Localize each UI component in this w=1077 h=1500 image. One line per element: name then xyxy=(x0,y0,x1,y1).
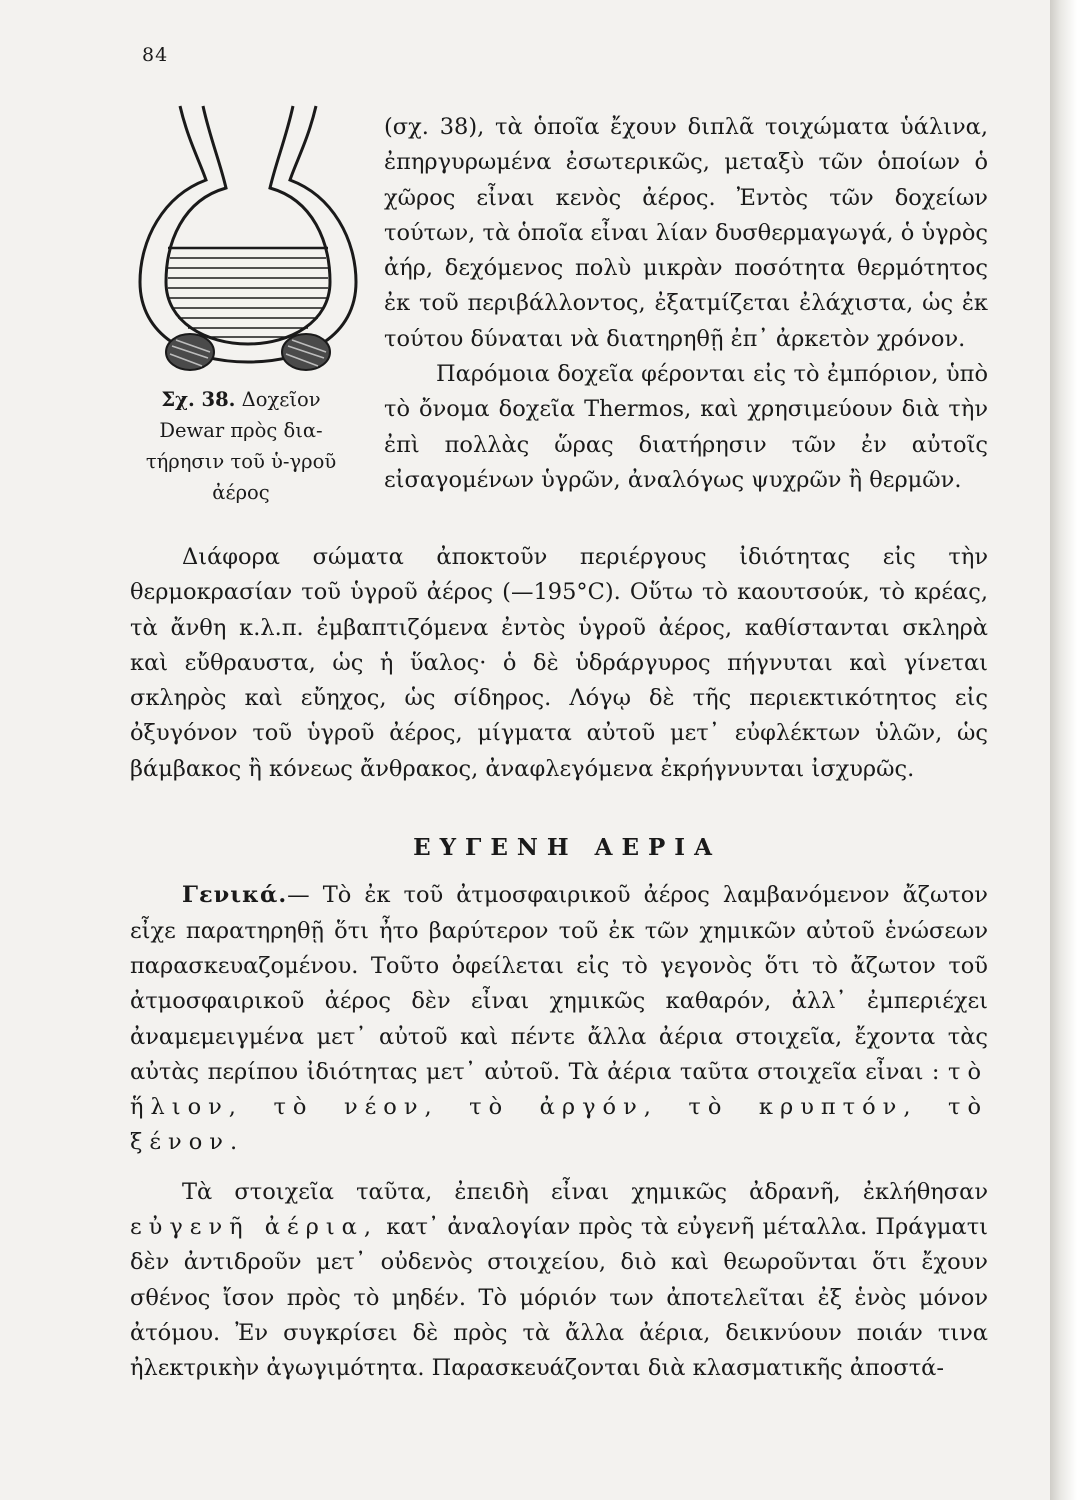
page-edge xyxy=(1050,0,1077,1500)
paragraph-noble xyxy=(130,1175,988,1387)
figure-caption-text: Δοχεῖον Dewar πρὸς δια-τήρησιν τοῦ ὑ-γροῦ ἀέρος xyxy=(145,388,337,504)
noble-text-1: Τὰ στοιχεῖα ταῦτα, ἐπειδὴ εἶναι χημικῶς ἀδρανῆ, ἐκλήθησαν xyxy=(182,1178,988,1205)
figure-number: Σχ. 38. xyxy=(161,388,236,411)
paragraph-dewar: (σχ. 38), τὰ ὁποῖα ἔχουν διπλᾶ τοιχώματα ὑάλινα, ἐπηργυρωμένα ἐσωτερικῶς, μεταξὺ τῶν ὁποίων ὁ χῶρος εἶναι κενὸς ἀέρος. Ἐντὸς τῶν δοχείων τούτων, τὰ ὁποῖα εἶναι λίαν δυσθερμαγωγά, ὁ ὑγρὸς ἀήρ, δεχόμενος πολὺ μικρὰν ποσότητα θερμότητος ἐκ τοῦ περιβάλλοντος, ἐξατμίζεται ἐλάχιστα, ὡς ἐκ τούτου δύναται νὰ διατηρηθῇ ἐπ᾽ ἀρκετὸν χρόνον. xyxy=(384,114,988,352)
paragraph-properties: Διάφορα σώματα ἀποκτοῦν περιέργους ἰδιότητας εἰς τὴν θερμοκρασίαν τοῦ ὑγροῦ ἀέρος (—195°C). Οὕτω τὸ καουτσούκ, τὸ κρέας, τὰ ἄνθη κ.λ.π. ἐμβαπτιζόμενα ἐντὸς ὑγροῦ ἀέρος, καθίστανται σκληρὰ καὶ εὔθραυστα, ὡς ἡ ὕαλος· ὁ δὲ ὑδράργυρος πήγνυται καὶ γίνεται σκληρὸς καὶ εὔηχος, ὡς σίδηρος. Λόγῳ δὲ τῆς περιεκτικότητος εἰς ὀξυγόνον τοῦ ὑγροῦ ἀέρος, μίγματα αὐτοῦ μετ᾽ εὐφλέκτων ὑλῶν, ὡς βάμβακος ἢ κόνεως ἄνθρακος, ἀναφλεγόμενα ἐκρήγνυνται ἰσχυρῶς. xyxy=(130,544,988,782)
noble-term: εὐγενῆ ἀέρια, xyxy=(130,1214,379,1241)
subheading-general: Γενικά. xyxy=(182,882,288,909)
paragraph-thermos: Παρόμοια δοχεῖα φέρονται εἰς τὸ ἐμπόριον, ὑπὸ τὸ ὄνομα δοχεῖα Thermos, καὶ χρησιμεύουν διὰ τὴν ἐπὶ πολλὰς ὥρας διατήρησιν τῶν ἐν αὐτοῖς εἰσαγομένων ὑγρῶν, ἀναλόγως ψυχρῶν ἢ θερμῶν. xyxy=(384,361,988,493)
page-number: 84 xyxy=(142,44,169,66)
body-text xyxy=(130,110,988,1387)
section-heading: ΕΥΓΕΝΗ ΑΕΡΙΑ xyxy=(413,834,721,862)
paragraph-general xyxy=(130,878,988,1160)
noble-text-2: κατ᾽ ἀναλογίαν πρὸς τὰ εὐγενῆ μέταλλα. Πράγματι δὲν ἀντιδροῦν μετ᾽ οὐδενὸς στοιχείου, διὸ καὶ θεωροῦνται ὅτι ἔχουν σθένος ἴσον πρὸς τὸ μηδέν. Τὸ μόριόν των ἀποτελεῖται ἐξ ἑνὸς μόνον ἀτόμου. Ἐν συγκρίσει δὲ πρὸς τὰ ἄλλα ἀέρια, δεικνύουν ποιάν τινα ἠλεκτρικὴν ἀγωγιμότητα. Παρασκευάζονται διὰ κλασματικῆς ἀποστά- xyxy=(130,1214,989,1382)
general-text: — Τὸ ἐκ τοῦ ἀτμοσφαιρικοῦ ἀέρος λαμβανόμενον ἄζωτον εἶχε παρατηρηθῇ ὅτι ἦτο βαρύτερον τοῦ ἐκ τῶν χημικῶν αὐτοῦ ἑνώσεων παρασκευαζομένου. Τοῦτο ὀφείλεται εἰς τὸ γεγονὸς ὅτι τὸ ἄζωτον τοῦ ἀτμοσφαιρικοῦ ἀέρος δὲν εἶναι χημικῶς καθαρόν, ἀλλ᾽ ἐμπεριέχει ἀναμεμειγμένα μετ᾽ αὐτοῦ καὶ πέντε ἄλλα ἀέρια στοιχεῖα, ἔχοντα τὰς αὐτὰς περίπου ἰδιότητας μετ᾽ αὐτοῦ. Τὰ ἀέρια ταῦτα στοιχεῖα εἶναι : xyxy=(130,882,988,1085)
noble-gas-list: τὸ ἥλιον, τὸ νέον, τὸ ἀργόν, τὸ κρυπτόν, τὸ ξένον. xyxy=(130,1058,988,1156)
